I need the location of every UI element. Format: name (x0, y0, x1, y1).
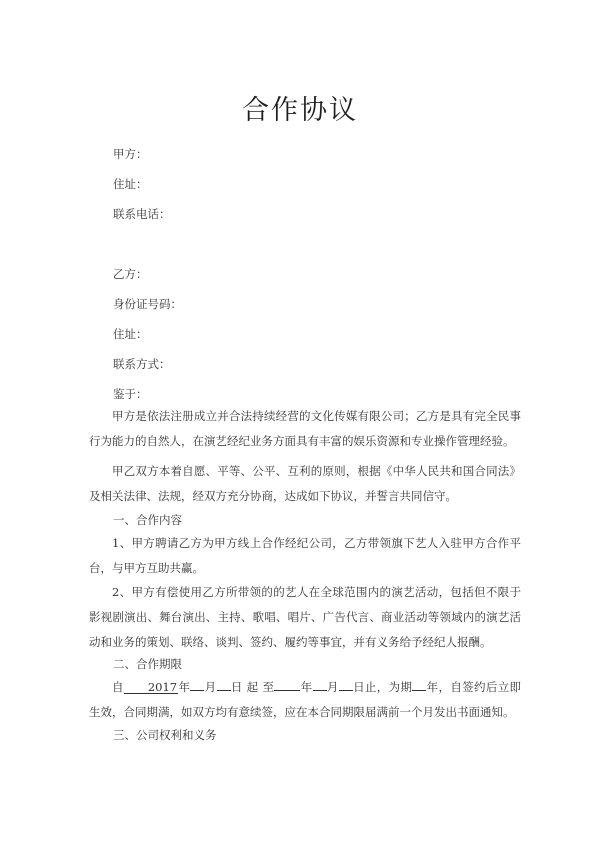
term-year2-text: 年 (300, 680, 313, 694)
document-title: 合作协议 (242, 95, 358, 126)
whereas-label: 鉴于： (113, 387, 148, 401)
term-month2-text: 月 (326, 680, 339, 694)
section3-heading: 三、公司权利和义务 (113, 728, 217, 742)
section2-term-paragraph (89, 675, 521, 725)
term-years-text: 年，自签约后立即生效，合同期满，如双方均有意续签，应在本合同期限届满前一个月发出书面通知。 (89, 680, 522, 719)
term-end-text: 日止，为期 (352, 680, 413, 694)
section1-item2: 2、甲方有偿使用乙方所带领的的艺人在全球范围内的演艺活动，包括但不限于影视剧演出、舞台演出、主持、歌唱、唱片、广告代言、商业活动等领域内的演艺活动和业务的策划、联络、谈判、签约、履约等事宜，并有义务给予经纪人报酬。 (89, 585, 521, 649)
section2-heading: 二、合作期限 (113, 657, 182, 671)
party-b-label: 乙方： (113, 267, 148, 281)
party-a-label: 甲方： (113, 147, 148, 161)
start-day-blank (217, 690, 231, 691)
end-year-blank (274, 690, 300, 691)
party-b-contact-label: 联系方式： (113, 357, 171, 371)
section1-heading: 一、合作内容 (113, 513, 182, 527)
section1-item1: 1、甲方聘请乙方为甲方线上合作经纪公司，乙方带领旗下艺人入驻甲方合作平台，与甲方互助共赢。 (89, 536, 521, 575)
principle-paragraph: 甲乙双方本着自愿、平等、公平、互利的原则，根据《中华人民共和国合同法》及相关法律、法规，经双方充分协商，达成如下协议，并誓言共同信守。 (89, 464, 521, 503)
term-year-text: 年 (178, 680, 191, 694)
party-a-address-label: 住址： (113, 177, 148, 191)
intro-paragraph: 甲方是依法注册成立并合法持续经营的文化传媒有限公司；乙方是具有完全民事行为能力的自然人，在演艺经纪业务方面具有丰富的娱乐资源和专业操作管理经验。 (89, 409, 521, 448)
end-month-blank (313, 690, 327, 691)
term-from-text: 自 (112, 680, 124, 694)
party-a-phone-label: 联系电话： (113, 207, 171, 221)
end-day-blank (339, 690, 353, 691)
party-b-id-label: 身份证号码： (113, 297, 182, 311)
party-b-address-label: 住址： (113, 327, 148, 341)
term-month-text: 月 (204, 680, 217, 694)
start-year-value: 2017 (124, 681, 178, 694)
term-day-to-text: 日 起 至 (230, 680, 275, 694)
start-month-blank (190, 690, 204, 691)
duration-years-blank (412, 690, 426, 691)
